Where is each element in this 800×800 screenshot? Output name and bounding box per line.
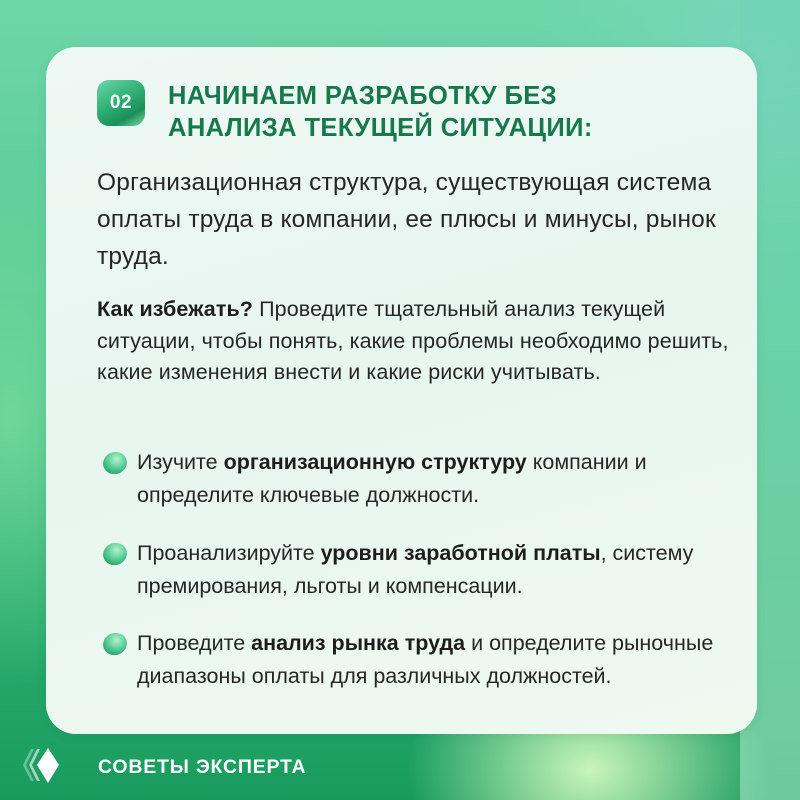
step-number: 02 [109,92,133,113]
list-item: Изучите организационную структуру компании и определите ключевые должности. [97,446,747,512]
layered-diamond-logo-icon [22,743,64,787]
bullet-dot-icon [100,540,130,569]
list-item: Проанализируйте уровни заработной платы, систему премирования, льготы и компенсации. [97,537,747,603]
bullet-emphasis: организационную структуру [223,450,527,474]
page-title [168,80,728,144]
avoid-label: Как избежать? [97,297,254,321]
bullet-dot-icon [100,630,130,659]
title-line-1: НАЧИНАЕМ РАЗРАБОТКУ БЕЗ [168,82,558,110]
avoid-paragraph [97,294,737,389]
bullet-emphasis: анализ рынка труда [251,631,466,655]
avoid-text: Проведите тщательный анализ текущей ситуации, чтобы понять, какие проблемы необходимо решить, какие изменения внести и какие риски учитывать. [97,297,729,384]
bullet-emphasis: уровни заработной платы [320,541,601,565]
step-number-badge [97,80,145,126]
bullet-dot-icon [100,449,130,478]
footer-label: СОВЕТЫ ЭКСПЕРТА [98,756,307,778]
title-line-2: АНАЛИЗА ТЕКУЩЕЙ СИТУАЦИИ: [168,114,593,142]
intro-paragraph: Организационная структура, существующая система оплаты труда в компании, ее плюсы и минусы, рынок труда. [97,169,716,270]
list-item: Проведите анализ рынка труда и определите рыночные диапазоны оплаты для различных должностей. [97,627,747,693]
